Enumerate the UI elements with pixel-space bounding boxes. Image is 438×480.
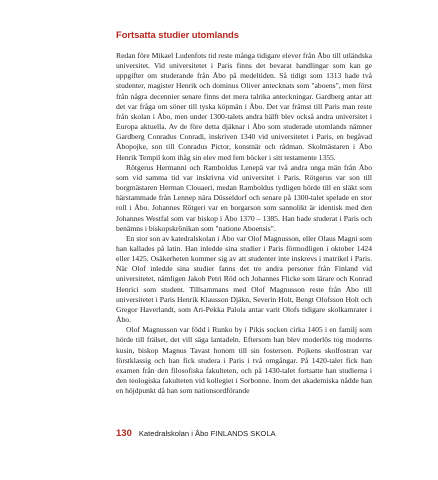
paragraph: Olof Magnusson var född i Runko by i Pikis socken cirka 1405 i en familj som hörde till frälset, det vill säga lantadeln. Eftersom han blev moderlös tog moderns kusin, biskop Magnus Tavast honom till sin fosterson. Pojkens skolfostran var förstklassig och han fick studera i Paris i två omgångar. På 1420-talet fick han examen från den filosofiska fakulteten, och på 1430-talet fortsatte han studierna i den teologiska fakulteten vid kollegiet i Sorbonne. Inom det akademiska nådde han en höjdpunkt då han som nationsordförande: [116, 325, 372, 396]
paragraph: En stor son av katedralskolan i Åbo var Olof Magnusson, eller Olaus Magni som han kallades på latin. Han inledde sina studier i Paris förmodligen i oktober 1424 eller 1425. Osäkerheten kommer sig av att studenter inte inskrevs i matrikel i Paris. När Olof inledde sina studier fanns det tre andra personer från Finland vid universitetet, nämligen Jakob Petri Röd och Johannes Flicke som lärare och Konrad Henrici som student. Tillsammans med Olof Magnusson reste från Åbo till universitetet i Paris Henrik Klausson Djäkn, Severin Holt, Bengt Olofsson Holt och Gregor Haverlandt, som Ari-Pekka Palola antar varit Olofs tidigare skolkamrater i Åbo.: [116, 233, 372, 325]
section-title: Fortsatta studier utomlands: [116, 30, 239, 41]
running-title: Katedralskolan i Åbo FINLANDS SKOLA: [138, 429, 276, 438]
page-number: 130: [116, 428, 132, 439]
page-footer: [116, 428, 276, 439]
paragraph: Redan före Mikael Ludenfots tid reste många tidigare elever från Åbo till utländska universitet. Vid universitetet i Paris finns det bevarat handlingar som kan ge uppgifter om studerande från Åbo på medeltiden. Så tidigt som 1313 hade två studenter, magister Henrik och dominus Oliver antecknats som "aboens", men först från några decennier senare finns det mera talrika anteckningar. Gardberg antar att det var fråga om söner till tyska köpmän i Åbo. Det var främst till Paris man reste från skolan i Åbo, men under 1300-talets andra hälft blev också andra universitet i Europa aktuella. Av de före detta djäknar i Åbo som studerade utomlands nämner Gardberg Conradus Conradi, inskriven 1340 vid universitetet i Paris, en begåvad Åbopojke, son till Conradus Pictor, konstnär och rådman. Skolmästaren i Åbo Henrik Tempil kom ihåg sin elev med fem böcker i sitt testamente 1355.: [116, 51, 372, 162]
body-text: [116, 51, 372, 396]
paragraph: Rötgerus Hermanni och Ramboldus Lenepä var två andra unga män från Åbo som vid samma tid var inskrivna vid universitet i Paris. Rötgerus var son till borgmästaren Herman Clouaeri, medan Ramboldus tydligen hörde till en släkt som härstammade från Lennep nära Düsseldorf och senare på 1300-talet spelade en stor roll i Åbo. Johannes Rötgeri var en borgarson som sannolikt är identisk med den Johannes Westfal som var biskop i Åbo 1370 – 1385. Han hade studerat i Paris och benämns i biskopskrönikan som "natione Aboensis".: [116, 162, 372, 233]
